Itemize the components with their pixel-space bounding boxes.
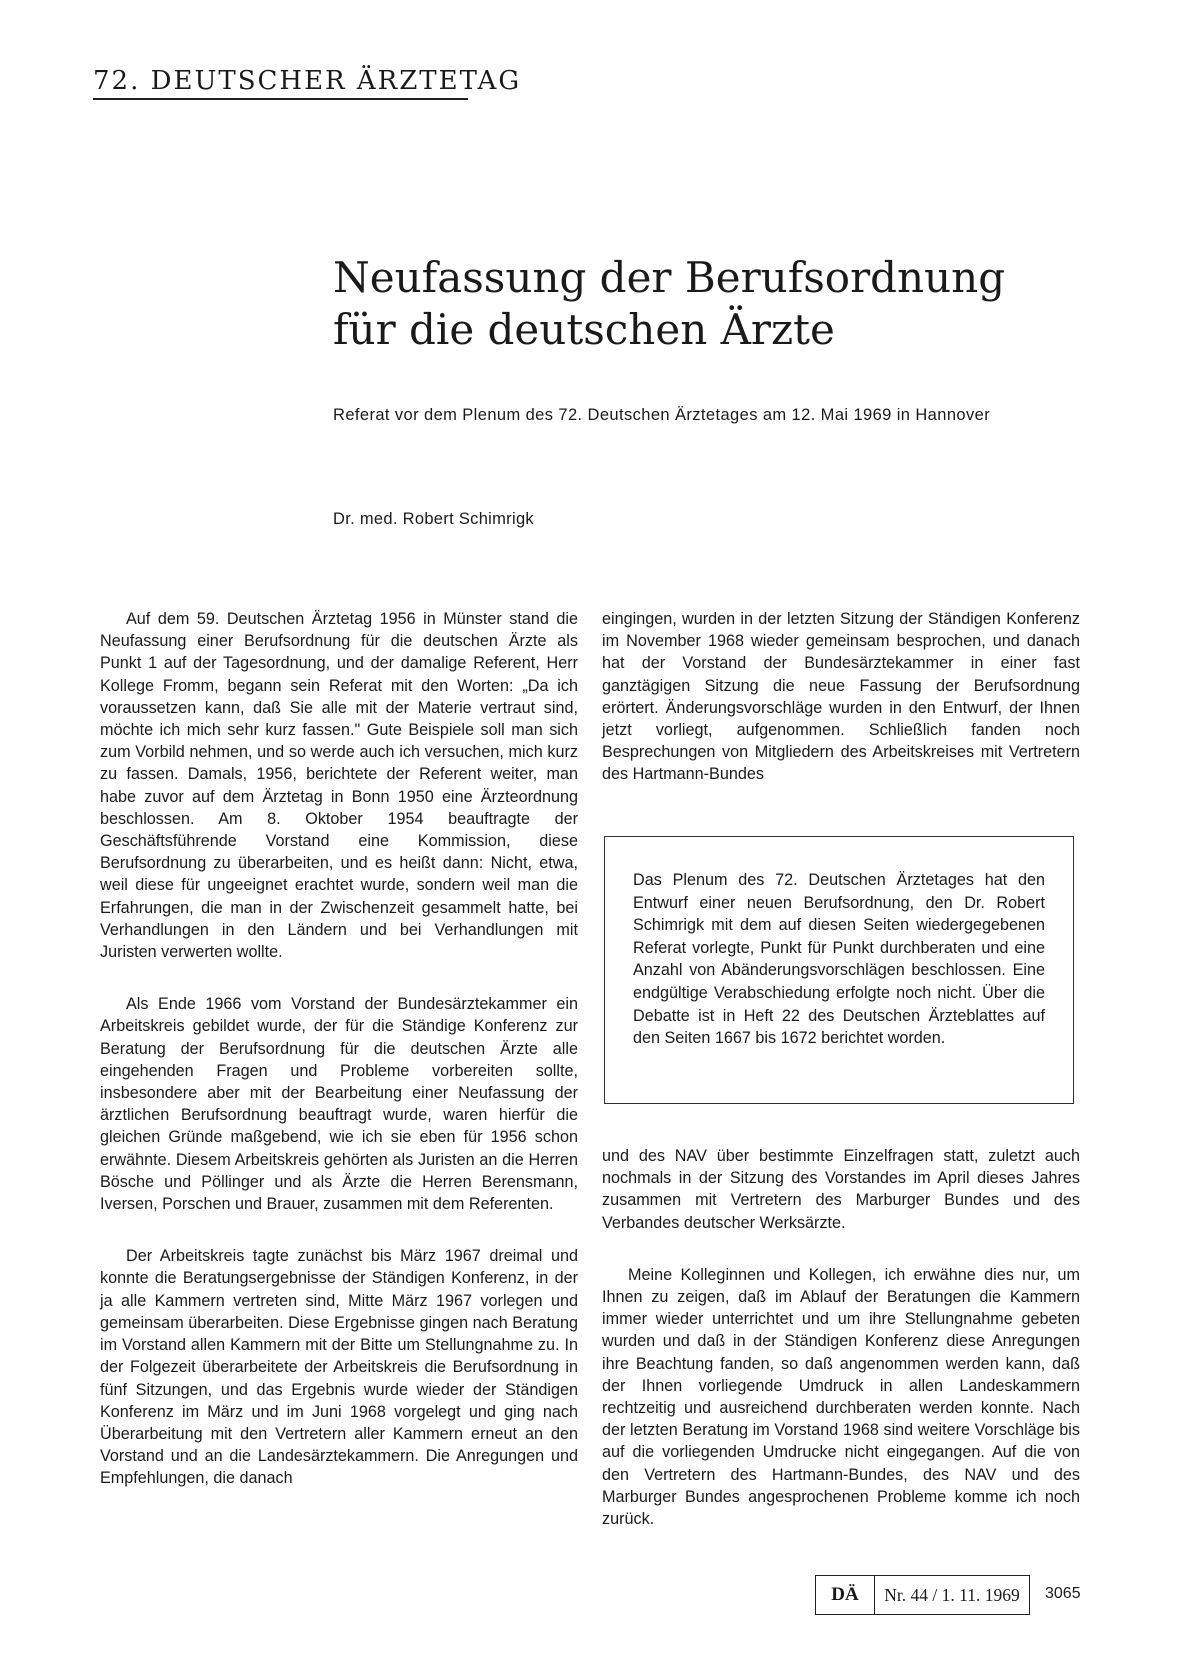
section-header: 72. DEUTSCHER ÄRZTETAG [93,66,468,100]
article-title-line-2: für die deutschen Ärzte [333,305,835,354]
paragraph: Auf dem 59. Deutschen Ärztetag 1956 in Münster stand die Neufassung einer Berufsordnung für die deutschen Ärzte als Punkt 1 auf der Tagesordnung, und der damalige Referent, Herr Kollege Fromm, begann sein Referat mit den Worten: „Da ich voraussetzen kann, daß Sie alle mit der Materie vertraut sind, möchte ich mich sehr kurz fassen." Gute Beispiele soll man sich zum Vorbild nehmen, und so werde auch ich versuchen, mich kurz zu fassen. Damals, 1956, berichtete der Referent weiter, man habe zuvor auf dem Ärztetag in Bonn 1950 eine Ärzteordnung beschlossen. Am 8. Oktober 1954 beauftragte der Geschäftsführende Vorstand eine Kommission, diese Berufsordnung zu überarbeiten, und es heißt dann: Nicht, etwa, weil diese für ungeeignet erachtet wurde, sondern weil man die Erfahrungen, die man in der Zwischenzeit gesammelt hatte, bei Verhandlungen in den Ländern und bei Verhandlungen mit Juristen verwerten wollte. [100,610,578,962]
issue-number: Nr. 44 / 1. 11. 1969 [884,1584,1020,1605]
paragraph: und des NAV über bestimmte Einzelfragen statt, zuletzt auch nochmals in der Sitzung des Vorstandes im April dieses Jahres zusammen mit Vertretern des Marburger Bundes und des Verbandes deutscher Werksärzte. [602,1147,1080,1232]
footer-issue-box [815,1575,1030,1615]
editorial-note-box [604,836,1074,1104]
page-number: 3065 [1045,1585,1081,1602]
left-column [100,608,578,1490]
right-column-bottom [602,1145,1080,1530]
article-title [333,252,1093,356]
editorial-note-text: Das Plenum des 72. Deutschen Ärztetages hat den Entwurf einer neuen Berufsordnung, den Dr. Robert Schimrigk mit dem auf diesen Seiten wiedergegebenen Referat vorlegte, Punkt für Punkt durchberaten und eine Anzahl von Abänderungsvorschlägen beschlossen. Eine endgültige Verabschiedung erfolgte noch nicht. Über die Debatte ist in Heft 22 des Deutschen Ärzteblattes auf den Seiten 1667 bis 1672 berichtet worden. [633,871,1045,1048]
article-title-line-1: Neufassung der Berufsordnung [333,253,1006,302]
paragraph: Als Ende 1966 vom Vorstand der Bundesärztekammer ein Arbeitskreis gebildet wurde, der für die Ständige Konferenz zur Beratung der Berufsordnung für die deutschen Ärzte alle eingehenden Fragen und Probleme vorbereiten sollte, insbesondere aber mit der Bearbeitung einer Neufassung der ärztlichen Berufsordnung beauftragt wurde, waren hierfür die gleichen Gründe maßgebend, wie ich sie eben für 1956 schon erwähnte. Diesem Arbeitskreis gehörten als Juristen an die Herren Bösche und Pöllinger und als Ärzte die Herren Berensmann, Iversen, Porschen und Brauer, zusammen mit dem Referenten. [100,995,578,1214]
paragraph: Der Arbeitskreis tagte zunächst bis März 1967 dreimal und konnte die Beratungsergebnisse der Ständigen Konferenz, in der ja alle Kammern vertreten sind, Mitte März 1967 vorlegen und gemeinsam überarbeiten. Diese Ergebnisse gingen nach Beratung im Vorstand allen Kammern mit der Bitte um Stellungnahme zu. In der Folgezeit überarbeitete der Arbeitskreis die Berufsordnung in fünf Sitzungen, und das Ergebnis wurde wieder der Ständigen Konferenz im März und im Juni 1968 vorgelegt und ging nach Überarbeitung mit den Vertretern aller Kammern erneut an den Vorstand und an die Landesärztekammern. Die Anregungen und Empfehlungen, die danach [100,1247,578,1488]
paragraph: eingingen, wurden in der letzten Sitzung der Ständigen Konferenz im November 1968 wieder gemeinsam besprochen, und danach hat der Vorstand der Bundesärztekammer in einer fast ganztägigen Sitzung die neue Fassung der Berufsordnung erörtert. Änderungsvorschläge wurden in den Entwurf, der Ihnen jetzt vorliegt, aufgenommen. Schließlich fanden noch Besprechungen von Mitgliedern des Arbeitskreises mit Vertretern des Hartmann-Bundes [602,610,1080,784]
journal-logo: DÄ [816,1576,875,1614]
article-author: Dr. med. Robert Schimrigk [333,510,534,528]
paragraph: Meine Kolleginnen und Kollegen, ich erwähne dies nur, um Ihnen zu zeigen, daß im Ablauf der Beratungen die Kammern immer wieder unterrichtet und um ihre Stellungnahme gebeten wurden und daß in der Ständigen Konferenz diese Anregungen ihre Beachtung fanden, so daß angenommen werden kann, daß der Ihnen vorliegende Umdruck in allen Landeskammern rechtzeitig und ausreichend durchberaten werden konnte. Nach der letzten Beratung im Vorstand 1968 sind weitere Vorschläge bis auf die vorliegenden Umdrucke nicht eingegangen. Auf die von den Vertretern des Hartmann-Bundes, des NAV und des Marburger Bundes angesprochenen Probleme komme ich noch zurück. [602,1265,1080,1529]
article-subtitle: Referat vor dem Plenum des 72. Deutschen Ärztetages am 12. Mai 1969 in Hannover [333,406,991,424]
right-column-top [602,608,1080,786]
